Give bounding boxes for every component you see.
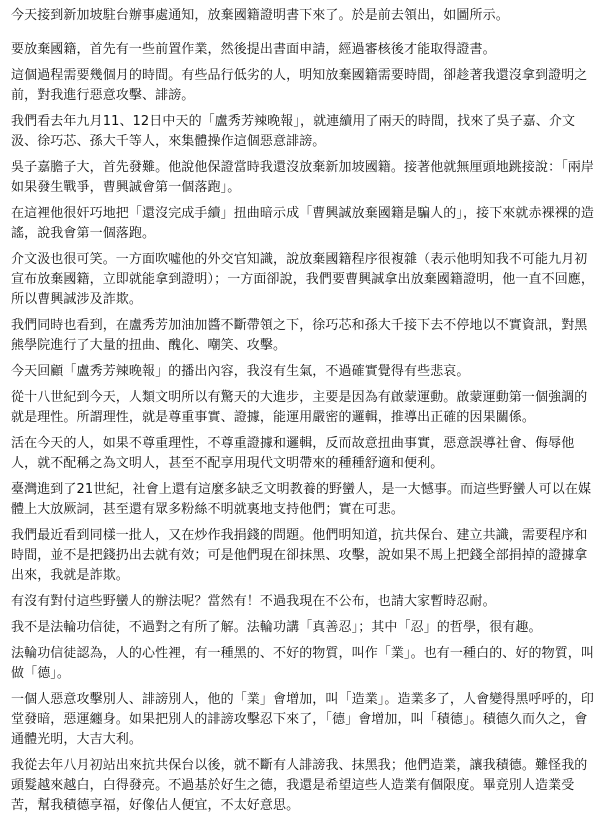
paragraph: 今天回顧「盧秀芳辣晚報」的播出內容，我沒有生氣，不過確實覺得有些悲哀。 — [11, 364, 470, 379]
paragraph: 臺灣進到了21世紀，社會上還有這麼多缺乏文明教養的野蠻人，是一大憾事。而這些野蠻人可以在媒體上大放厥詞，甚至還有眾多粉絲不明就裏地支持他們；實在可悲。 — [11, 482, 592, 517]
paragraph: 我從去年八月初站出來抗共保台以後，就不斷有人誹謗我、抹黑我；他們造業，讓我積德。難怪我的頭髮越來越白，白得發亮。不過基於好生之德，我還是希望這些人造業有個限度。畢竟別人造業受苦，幫我積德享福，好像佔人便宜，不太好意思。 — [11, 758, 588, 813]
paragraph: 吳子嘉膽子大，首先發難。他說他保證當時我還沒放棄新加坡國籍。接著他就無厘頭地跳接說：「兩岸如果發生戰爭，曹興誠會第一個落跑」。 — [11, 160, 595, 195]
paragraph: 從十八世紀到今天，人類文明所以有驚天的大進步，主要是因為有啟蒙運動。啟蒙運動第一個強調的就是理性。所謂理性，就是尊重事實、證據，能運用嚴密的邏輯，推導出正確的因果關係。 — [11, 390, 588, 425]
paragraph: 我不是法輪功信徒，不過對之有所了解。法輪功講「真善忍」；其中「忍」的哲學，很有趣。 — [11, 620, 542, 635]
paragraph: 今天接到新加坡駐台辦事處通知，放棄國籍證明書下來了。於是前去領出，如圖所示。 — [11, 8, 509, 23]
paragraph: 法輪功信徒認為，人的心性裡，有一種黑的、不好的物質，叫作「業」。也有一種白的、好的物質，叫做「德」。 — [11, 646, 595, 681]
paragraph: 活在今天的人，如果不尊重理性，不尊重證據和邏輯，反而故意扭曲事實，惡意誤導社會、侮辱他人，就不配稱之為文明人，甚至不配享用現代文明帶來的種種舒適和便利。 — [11, 436, 575, 471]
paragraph: 一個人惡意攻擊別人、誹謗別人，他的「業」會增加，叫「造業」。造業多了，人會變得黑呼呼的，印堂發暗，惡運纏身。如果把別人的誹謗攻擊忍下來了，「德」會增加，叫「積德」。積德久而久之，會通體光明，大吉大利。 — [11, 692, 595, 747]
paragraph: 要放棄國籍，首先有一些前置作業，然後提出書面申請，經過審核後才能取得證書。 — [11, 42, 496, 57]
paragraph: 我們同時也看到，在盧秀芳加油加醬不斷帶領之下，徐巧芯和孫大千接下去不停地以不實資訊，對黑熊學院進行了大量的扭曲、醜化、嘲笑、攻擊。 — [11, 318, 588, 353]
paragraph: 我們看去年九月11、12日中天的「盧秀芳辣晚報」，就連續用了兩天的時間，找來了吳子嘉、介文汲、徐巧芯、孫大千等人，來集體操作這個惡意誹謗。 — [11, 114, 576, 149]
paragraph: 這個過程需要幾個月的時間。有些品行低劣的人，明知放棄國籍需要時間，卻趁著我還沒拿到證明之前，對我進行惡意攻擊、誹謗。 — [11, 68, 588, 103]
paragraph: 我們最近看到同樣一批人，又在炒作我捐錢的問題。他們明知道，抗共保台、建立共識，需要程序和時間，並不是把錢扔出去就有效；可是他們現在卻抹黑、攻擊，說如果不馬上把錢全部捐掉的證據拿出來，我就是詐欺。 — [11, 528, 588, 583]
paragraph: 介文汲也很可笑。一方面吹噓他的外交官知識，說放棄國籍程序很複雜（表示他明知我不可能九月初宣布放棄國籍，立即就能拿到證明）；一方面卻說，我們要曹興誠拿出放棄國籍證明，他一直不回應，所以曹興誠涉及詐欺。 — [11, 252, 595, 307]
paragraph: 在這裡他很奸巧地把「還沒完成手續」扭曲暗示成「曹興誠放棄國籍是騙人的」，接下來就赤裸裸的造謠，說我會第一個落跑。 — [11, 206, 595, 241]
paragraph: 有沒有對付這些野蠻人的辦法呢？當然有！不過我現在不公布，也請大家暫時忍耐。 — [11, 594, 496, 609]
